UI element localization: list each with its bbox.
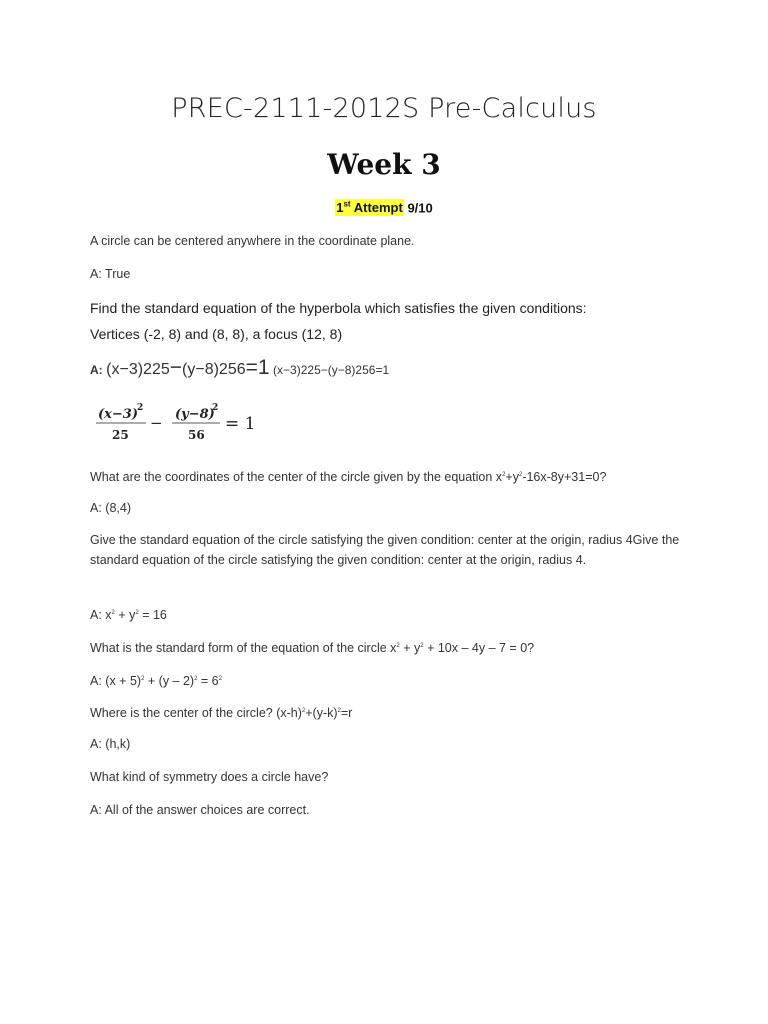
a4-text-c: = 16: [138, 608, 167, 622]
question-2-line-2: Vertices (-2, 8) and (8, 8), a focus (12, 8): [90, 326, 343, 342]
attempt-score: 9/10: [403, 200, 433, 216]
fraction-1-numerator: (x−3): [98, 407, 138, 422]
a5-sup-1: 2: [141, 676, 145, 682]
q3-text-a: What are the coordinates of the center of the circle given by the equation x: [90, 470, 503, 484]
a5-sup-2: 2: [194, 676, 198, 682]
q5-sup-1: 2: [396, 643, 400, 649]
answer-4: [90, 603, 690, 625]
q3-text-b: +y: [505, 470, 519, 484]
equals-one: = 1: [225, 414, 256, 434]
question-3: [90, 465, 690, 487]
q6-text-c: =r: [340, 706, 353, 720]
question-1: A circle can be centered anywhere in the coordinate plane.: [90, 234, 415, 248]
answer-3: A: (8,4): [90, 501, 131, 515]
question-6: [90, 701, 690, 723]
course-title: PREC-2111-2012S Pre-Calculus: [171, 93, 597, 124]
q5-text-a: What is the standard form of the equation of the circle x: [90, 641, 397, 655]
attempt-ordinal: 1: [336, 200, 344, 216]
fraction-1-exponent: 2: [137, 403, 144, 413]
q5-sup-2: 2: [420, 643, 424, 649]
q6-sup-2: 2: [337, 708, 341, 714]
q5-text-c: + 10x – 4y – 7 = 0?: [423, 641, 535, 655]
attempt-score-line: [0, 200, 768, 215]
answer-2-plain-equation: (x−3)225−(y−8)256=1: [273, 363, 390, 377]
attempt-word: Attempt: [350, 200, 403, 216]
q3-sup-2: 2: [518, 472, 523, 478]
equation-term-2: (y−8)256: [182, 361, 246, 378]
q3-text-c: -16x-8y+31=0?: [522, 470, 607, 484]
fraction-2-numerator: (y−8): [175, 407, 215, 422]
a5-text-c: = 6: [197, 674, 219, 688]
equation-term-1: (x−3)225: [106, 361, 170, 378]
q6-text-a: Where is the center of the circle? (x-h): [90, 706, 302, 720]
a4-sup-2: 2: [135, 610, 139, 616]
answer-1: A: True: [90, 267, 131, 281]
fraction-1-denominator: 25: [112, 428, 129, 442]
question-7: What kind of symmetry does a circle have?: [90, 770, 329, 784]
answer-7: A: All of the answer choices are correct.: [90, 803, 310, 817]
question-4: Give the standard equation of the circle satisfying the given condition: center at the origin, radius 4Give the standard equation of the circle satisfying the given condition: center at the origin, radius 4.: [90, 533, 680, 567]
answer-2-inline: [90, 358, 690, 380]
question-5: [90, 636, 690, 658]
attempt-ordinal-suffix: st: [343, 200, 351, 209]
a4-sup-1: 2: [111, 610, 115, 616]
answer-6: A: (h,k): [90, 737, 131, 751]
q6-sup-1: 2: [301, 708, 306, 714]
week-title: Week 3: [327, 148, 441, 181]
attempt-highlight: [335, 199, 404, 216]
a5-sup-3: 2: [218, 676, 222, 682]
fraction-minus: −: [150, 414, 163, 432]
answer-2-prefix: A:: [90, 363, 103, 377]
q3-sup-1: 2: [502, 472, 506, 478]
a5-text-a: A: (x + 5): [90, 674, 142, 688]
answer-5: [90, 669, 690, 691]
a4-text-a: A: x: [90, 608, 112, 622]
fraction-2-denominator: 56: [188, 428, 205, 442]
hyperbola-equation-image: [90, 398, 270, 448]
q5-text-b: + y: [399, 641, 421, 655]
fraction-2-exponent: 2: [212, 403, 219, 413]
answer-2-equation: [106, 356, 270, 379]
question-2-line-1: Find the standard equation of the hyperbola which satisfies the given conditions:: [90, 300, 587, 316]
a5-text-b: + (y – 2): [144, 674, 195, 688]
equation-minus: −: [169, 356, 183, 379]
q6-text-b: +(y-k): [305, 706, 338, 720]
equation-equals: =1: [245, 356, 270, 379]
a4-text-b: + y: [114, 608, 136, 622]
